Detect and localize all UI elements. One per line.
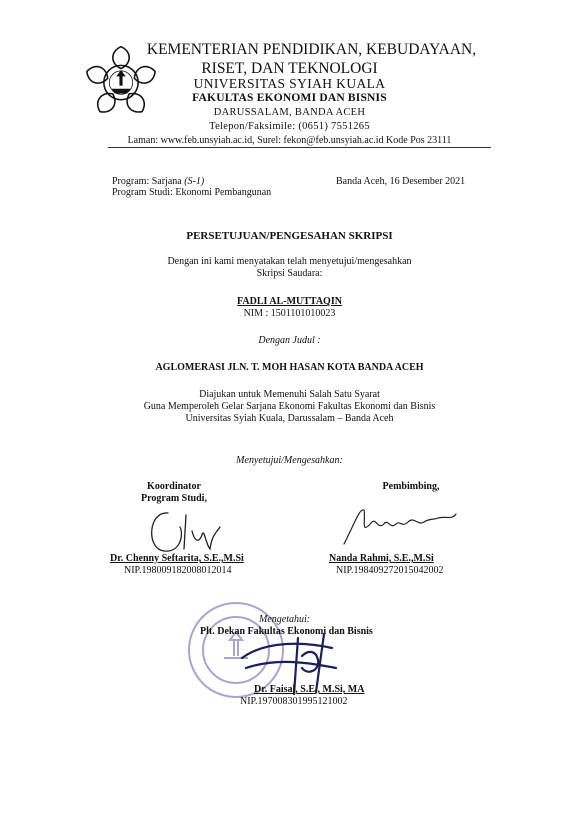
student-nim: NIM : 1501101010023 <box>243 308 336 319</box>
thesis-title: AGLOMERASI JLN. T. MOH HASAN KOTA BANDA ACEH <box>155 362 424 373</box>
with-title-label: Dengan Judul : <box>258 335 321 346</box>
supervisor-name: Nanda Rahmi, S.E.,M.Si <box>329 553 434 564</box>
dean-nip: NIP.197008301995121002 <box>240 696 348 707</box>
document-title: PERSETUJUAN/PENGESAHAN SKRIPSI <box>186 230 393 242</box>
program-level: Program: Sarjana (S-1) <box>112 176 205 187</box>
dean-name: Dr. Faisal, S.E., M.Si, MA <box>254 684 365 695</box>
purpose-line3: Universitas Syiah Kuala, Darussalam – Banda Aceh <box>185 413 394 424</box>
coordinator-title-line1: Koordinator <box>147 481 201 492</box>
purpose-line2: Guna Memperoleh Gelar Sarjana Ekonomi Fakultas Ekonomi dan Bisnis <box>143 401 436 412</box>
approval-label: Menyetujui/Mengesahkan: <box>236 455 343 466</box>
intro-line1: Dengan ini kami menyatakan telah menyetujui/mengesahkan <box>167 256 412 267</box>
acknowledged-label: Mengetahui: <box>259 614 311 625</box>
coordinator-signature-icon <box>140 505 230 555</box>
study-program: Program Studi: Ekonomi Pembangunan <box>112 187 272 198</box>
letterhead-divider <box>108 147 491 148</box>
supervisor-nip: NIP.198409272015042002 <box>336 565 444 576</box>
supervisor-signature-icon <box>338 500 468 550</box>
coordinator-nip: NIP.198009182008012014 <box>124 565 232 576</box>
university-name: UNIVERSITAS SYIAH KUALA <box>193 76 386 91</box>
dean-title: Plt. Dekan Fakultas Ekonomi dan Bisnis <box>200 626 373 637</box>
ministry-name-line1: KEMENTERIAN PENDIDIKAN, KEBUDAYAAN, <box>146 41 477 58</box>
phone-line: Telepon/Faksimile: (0651) 7551265 <box>209 121 370 132</box>
supervisor-title: Pembimbing, <box>382 481 440 492</box>
purpose-line1: Diajukan untuk Memenuhi Salah Satu Syarat <box>199 389 380 400</box>
ministry-name-line2: RISET, DAN TEKNOLOGI <box>201 60 378 77</box>
faculty-name: FAKULTAS EKONOMI DAN BISNIS <box>192 92 387 104</box>
coordinator-name: Dr. Chenny Seftarita, S.E.,M.Si <box>110 553 244 564</box>
intro-line2: Skripsi Saudara: <box>256 268 323 279</box>
place-date: Banda Aceh, 16 Desember 2021 <box>336 176 466 187</box>
website-email-line: Laman: www.feb.unsyiah.ac.id, Surel: fekon@feb.unsyiah.ac.id Kode Pos 23111 <box>127 135 452 146</box>
address-line: DARUSSALAM, BANDA ACEH <box>213 107 366 118</box>
coordinator-title-line2: Program Studi, <box>141 492 207 504</box>
coordinator-title <box>118 481 230 504</box>
student-name: FADLI AL-MUTTAQIN <box>237 296 342 307</box>
